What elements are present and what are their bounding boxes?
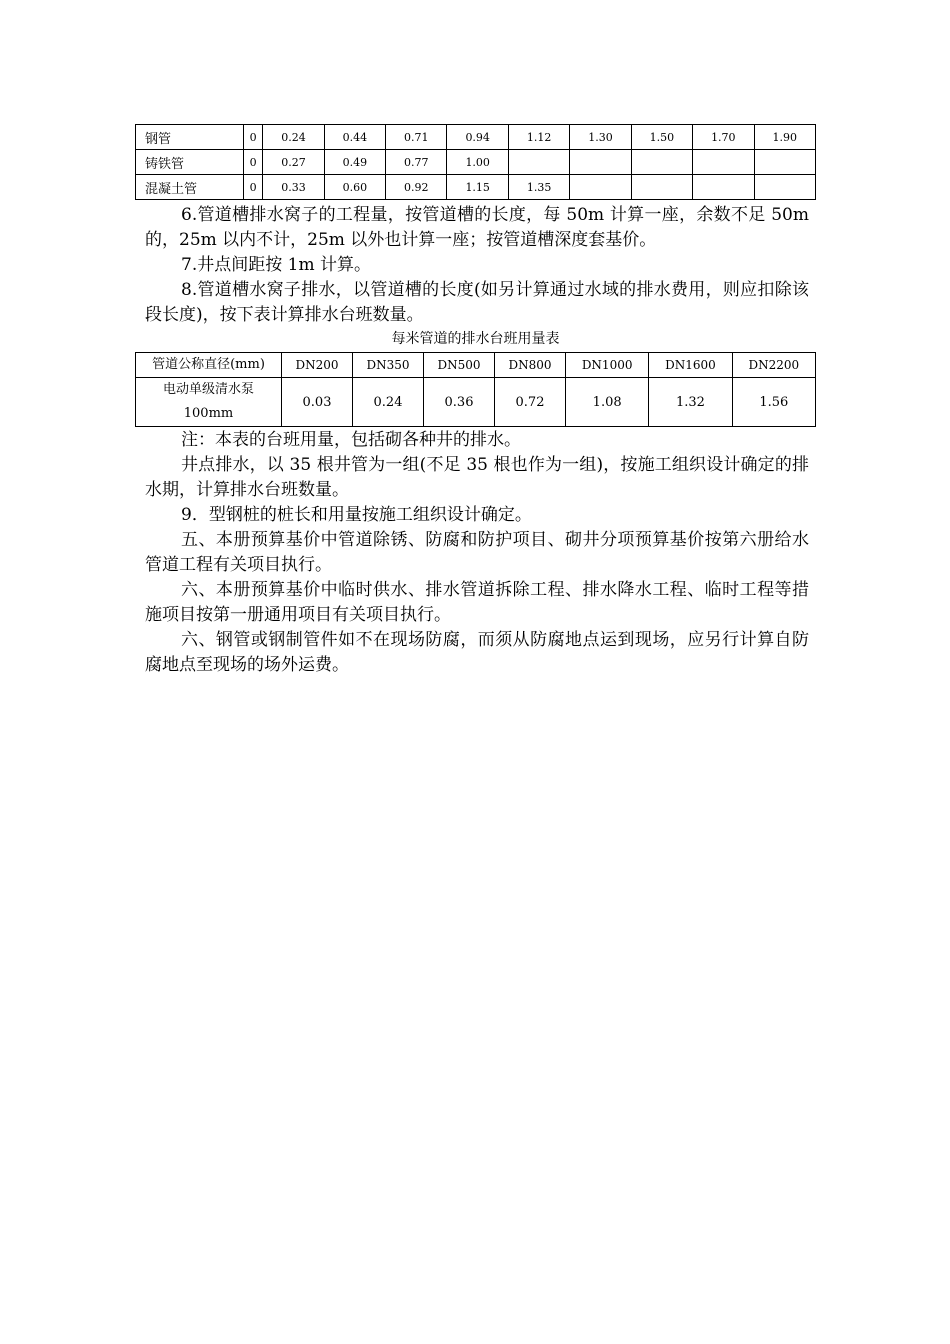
value-cell: 1.32 (649, 378, 732, 427)
value-cell: 1.90 (754, 125, 815, 150)
header-cell: DN500 (424, 353, 495, 378)
value-cell: 1.70 (693, 125, 754, 150)
table-row (136, 175, 816, 200)
value-cell: 0.49 (324, 150, 385, 175)
row-label-line2: 100mm (183, 406, 234, 421)
value-cell: 0.24 (263, 125, 324, 150)
value-cell: 0.94 (447, 125, 508, 150)
header-cell: DN200 (282, 353, 353, 378)
value-cell: 0.92 (386, 175, 447, 200)
paragraph-6: 6.管道槽排水窝子的工程量，按管道槽的长度，每 50m 计算一座，余数不足 50m 的，25m 以内不计，25m 以外也计算一座；按管道槽深度套基价。 (145, 205, 809, 250)
drainage-shift-table (135, 352, 816, 427)
value-cell: 0.44 (324, 125, 385, 150)
value-cell (754, 175, 815, 200)
header-cell: DN1600 (649, 353, 732, 378)
value-cell (754, 150, 815, 175)
table-note: 注：本表的台班用量，包括砌各种井的排水。 (181, 430, 521, 450)
value-cell: 1.12 (508, 125, 569, 150)
value-cell: 1.50 (631, 125, 692, 150)
header-cell: DN1000 (566, 353, 649, 378)
paragraph-7: 7.井点间距按 1m 计算。 (181, 255, 371, 275)
value-cell: 1.15 (447, 175, 508, 200)
value-cell (570, 150, 631, 175)
value-cell: 0.77 (386, 150, 447, 175)
section-five: 五、本册预算基价中管道除锈、防腐和防护项目、砌井分项预算基价按第六册给水管道工程有关项目执行。 (145, 530, 809, 575)
value-cell: 0.33 (263, 175, 324, 200)
paragraph-9: 9．型钢桩的桩长和用量按施工组织设计确定。 (181, 505, 532, 525)
value-cell: 0.72 (495, 378, 566, 427)
header-cell: DN2200 (732, 353, 815, 378)
value-cell: 0.03 (282, 378, 353, 427)
row-label-cell: 钢管 (136, 125, 244, 150)
pipe-coefficient-table (135, 124, 816, 200)
header-cell: DN800 (495, 353, 566, 378)
value-cell: 0 (244, 175, 263, 200)
value-cell: 1.56 (732, 378, 815, 427)
value-cell (631, 150, 692, 175)
value-cell: 0 (244, 125, 263, 150)
row-label-line1: 电动单级清水泵 (162, 382, 254, 397)
row-label-cell (136, 378, 282, 427)
row-label-cell: 混凝土管 (136, 175, 244, 200)
value-cell: 1.30 (570, 125, 631, 150)
header-label-cell: 管道公称直径(mm) (136, 353, 282, 378)
paragraph-8: 8.管道槽水窝子排水，以管道槽的长度(如另计算通过水域的排水费用，则应扣除该段长度)，按下表计算排水台班数量。 (145, 280, 809, 325)
row-label-cell: 铸铁管 (136, 150, 244, 175)
header-cell: DN350 (353, 353, 424, 378)
value-cell: 1.35 (508, 175, 569, 200)
value-cell: 0.24 (353, 378, 424, 427)
paragraph-wellpoint: 井点排水，以 35 根井管为一组(不足 35 根也作为一组)，按施工组织设计确定的排水期，计算排水台班数量。 (145, 455, 809, 500)
section-six-b: 六、钢管或钢制管件如不在现场防腐，而须从防腐地点运到现场，应另行计算自防腐地点至现场的场外运费。 (145, 630, 809, 675)
section-six-a: 六、本册预算基价中临时供水、排水管道拆除工程、排水降水工程、临时工程等措施项目按第一册通用项目有关项目执行。 (145, 580, 809, 625)
table-row (136, 125, 816, 150)
value-cell (570, 175, 631, 200)
value-cell: 0.36 (424, 378, 495, 427)
value-cell (508, 150, 569, 175)
value-cell (693, 150, 754, 175)
value-cell: 0.27 (263, 150, 324, 175)
table-row (136, 378, 816, 427)
table-row (136, 150, 816, 175)
value-cell (693, 175, 754, 200)
value-cell: 0.71 (386, 125, 447, 150)
table-header-row (136, 353, 816, 378)
value-cell (631, 175, 692, 200)
value-cell: 1.00 (447, 150, 508, 175)
table-caption: 每米管道的排水台班用量表 (391, 331, 560, 347)
value-cell: 0.60 (324, 175, 385, 200)
value-cell: 1.08 (566, 378, 649, 427)
value-cell: 0 (244, 150, 263, 175)
